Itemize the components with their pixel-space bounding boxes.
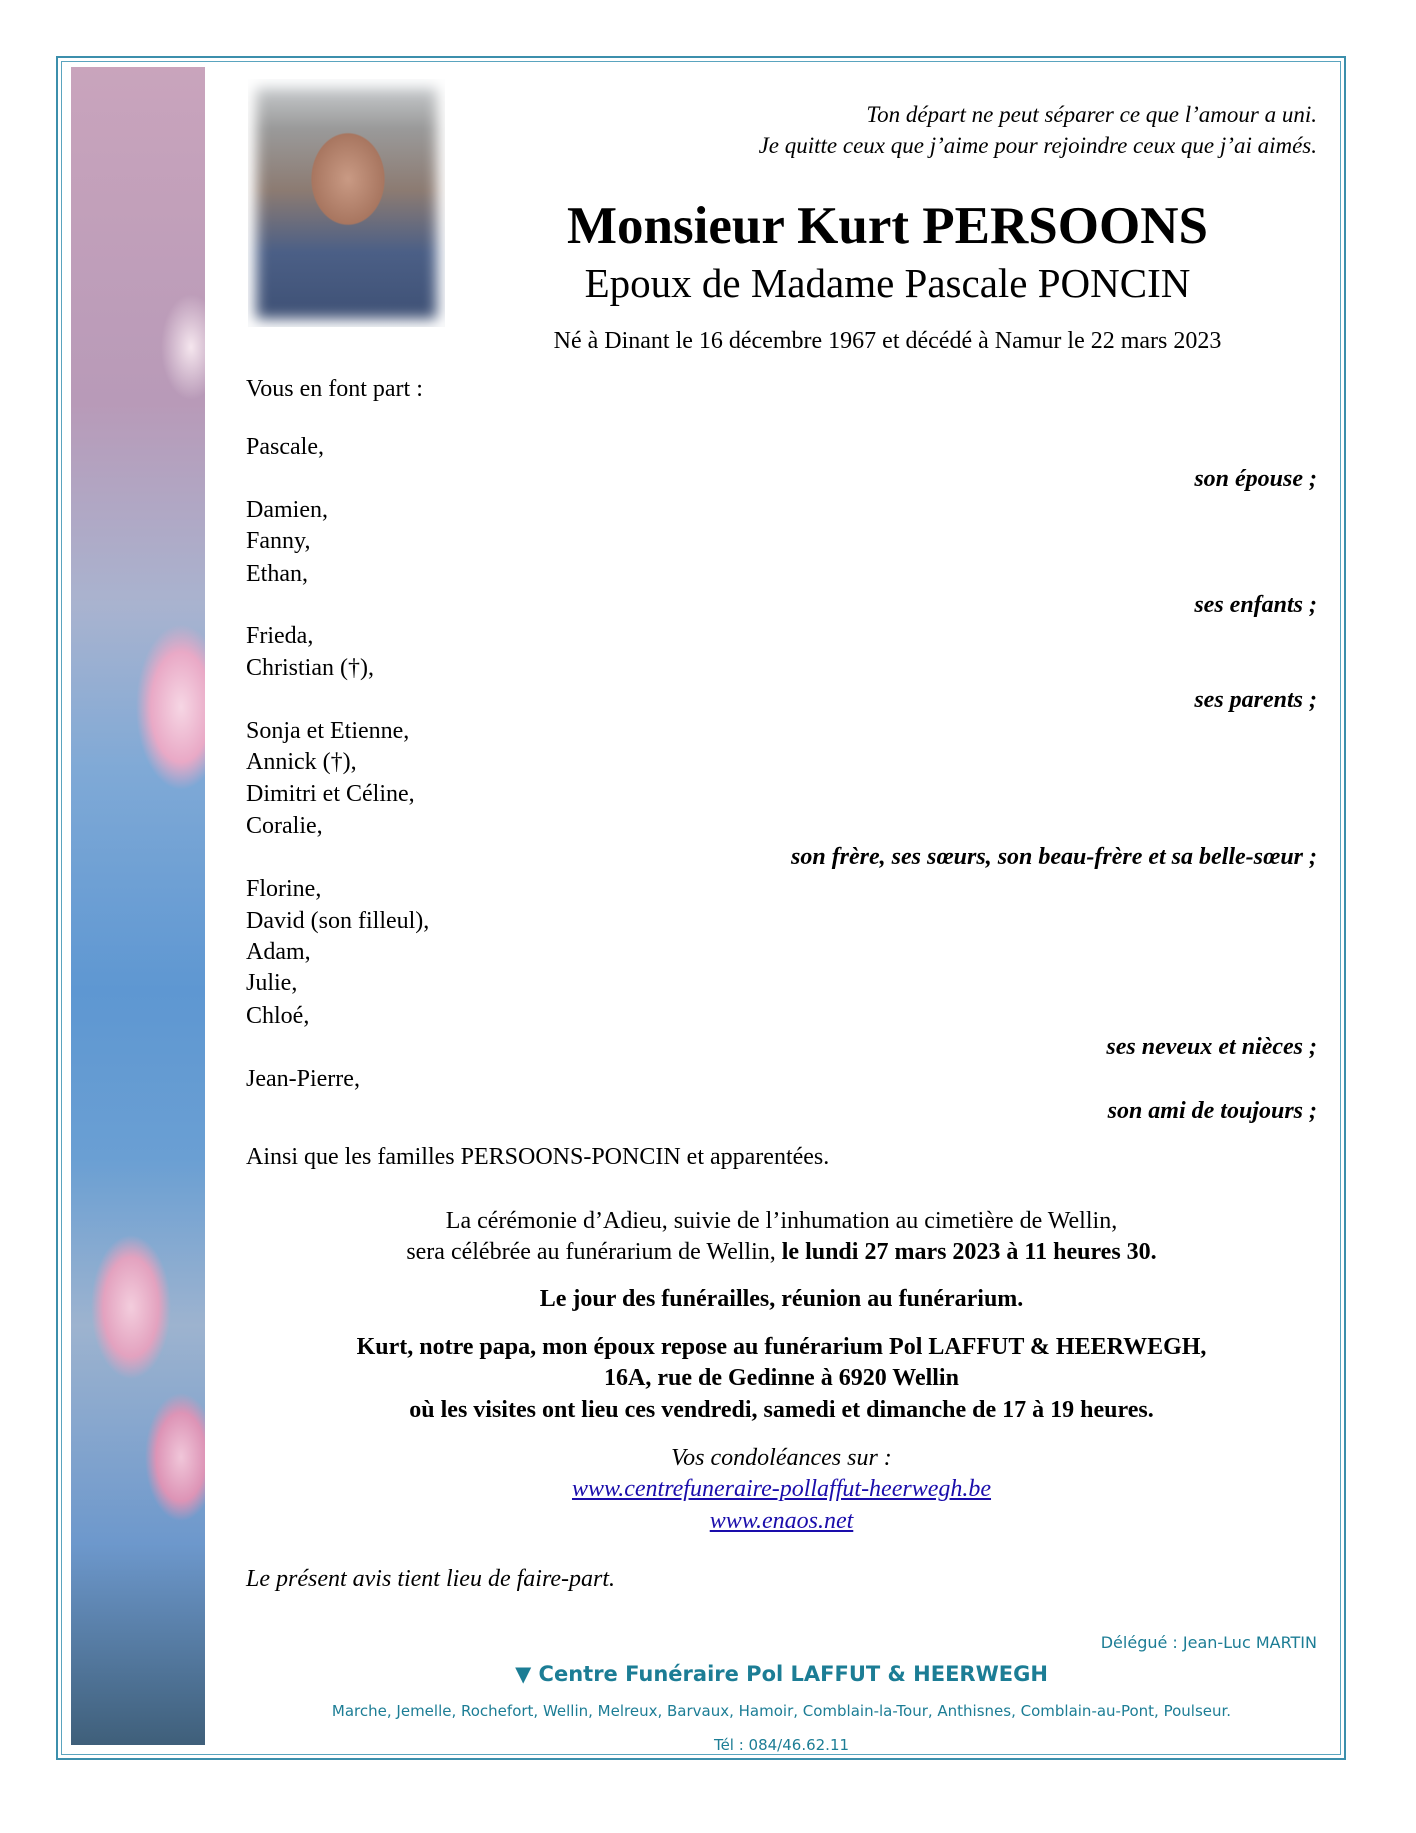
spouse-line: Epoux de Madame Pascale PONCIN bbox=[584, 260, 1191, 306]
relation-label: son épouse ; bbox=[1194, 466, 1317, 492]
family-name: Pascale, bbox=[246, 434, 324, 460]
notice-line: Le présent avis tient lieu de faire-part. bbox=[246, 1566, 616, 1592]
family-name: Ethan, bbox=[246, 561, 308, 587]
family-name: Frieda, bbox=[246, 623, 314, 649]
relation-label: ses parents ; bbox=[1194, 687, 1317, 713]
family-name: Fanny, bbox=[246, 528, 311, 554]
company-towns: Marche, Jemelle, Rochefort, Wellin, Melreux, Barvaux, Hamoir, Comblain-la-Tour, Anthisnes, Comblain-au-Pont, Poulseur. bbox=[331, 1702, 1232, 1720]
relation-label: ses neveux et nièces ; bbox=[1106, 1034, 1317, 1060]
family-name: Christian (†), bbox=[246, 655, 374, 681]
rest-line-2: 16A, rue de Gedinne à 6920 Wellin bbox=[604, 1365, 959, 1391]
family-name: Jean-Pierre, bbox=[246, 1066, 360, 1092]
family-name: Sonja et Etienne, bbox=[246, 718, 410, 744]
family-name: David (son filleul), bbox=[246, 908, 430, 934]
condolences-label: Vos condoléances sur : bbox=[671, 1445, 892, 1471]
relation-label: son frère, ses sœurs, son beau-frère et sa belle-sœur ; bbox=[791, 844, 1317, 870]
company-label: Centre Funéraire Pol LAFFUT & HEERWEGH bbox=[538, 1662, 1048, 1686]
ceremony-date: le lundi 27 mars 2023 à 11 heures 30. bbox=[781, 1239, 1157, 1265]
delegate-line: Délégué : Jean-Luc MARTIN bbox=[1100, 1633, 1317, 1652]
ceremony-venue: sera célébrée au funérarium de Wellin, bbox=[406, 1239, 782, 1265]
deceased-portrait-photo bbox=[248, 79, 445, 327]
family-name: Damien, bbox=[246, 497, 328, 523]
ceremony-line-1: La cérémonie d’Adieu, suivie de l’inhumation au cimetière de Wellin, bbox=[445, 1208, 1118, 1234]
company-name bbox=[246, 1658, 1317, 1690]
family-name: Florine, bbox=[246, 876, 322, 902]
deceased-name: Monsieur Kurt PERSOONS bbox=[567, 197, 1208, 255]
quote-line-2: Je quitte ceux que j’aime pour rejoindre ceux que j’ai aimés. bbox=[758, 133, 1317, 158]
relation-label: son ami de toujours ; bbox=[1107, 1098, 1317, 1124]
down-triangle-icon: ▼ bbox=[515, 1662, 532, 1686]
family-name: Dimitri et Céline, bbox=[246, 781, 415, 807]
rest-line-3: où les visites ont lieu ces vendredi, samedi et dimanche de 17 à 19 heures. bbox=[409, 1397, 1154, 1423]
meeting-line: Le jour des funérailles, réunion au funérarium. bbox=[539, 1286, 1024, 1312]
quote-line-1: Ton départ ne peut séparer ce que l’amour a uni. bbox=[866, 102, 1317, 127]
relation-label: ses enfants ; bbox=[1194, 592, 1317, 618]
families-line: Ainsi que les familles PERSOONS-PONCIN et apparentées. bbox=[246, 1144, 830, 1170]
birth-death-line: Né à Dinant le 16 décembre 1967 et décédé à Namur le 22 mars 2023 bbox=[553, 328, 1222, 354]
condolences-link-1[interactable]: www.centrefuneraire-pollaffut-heerwegh.be bbox=[571, 1476, 992, 1502]
family-name: Annick (†), bbox=[246, 749, 357, 775]
magnolia-flower-strip-image bbox=[71, 67, 205, 1745]
ceremony-line-2 bbox=[246, 1236, 1317, 1268]
intro: Vous en font part : bbox=[246, 376, 423, 402]
condolences-link-2[interactable]: www.enaos.net bbox=[709, 1508, 854, 1534]
family-name: Coralie, bbox=[246, 813, 323, 839]
family-name: Julie, bbox=[246, 970, 298, 996]
family-name: Chloé, bbox=[246, 1003, 310, 1029]
company-phone: Tél : 084/46.62.11 bbox=[713, 1736, 850, 1754]
family-name: Adam, bbox=[246, 939, 311, 965]
rest-line-1: Kurt, notre papa, mon époux repose au funérarium Pol LAFFUT & HEERWEGH, bbox=[356, 1334, 1207, 1360]
